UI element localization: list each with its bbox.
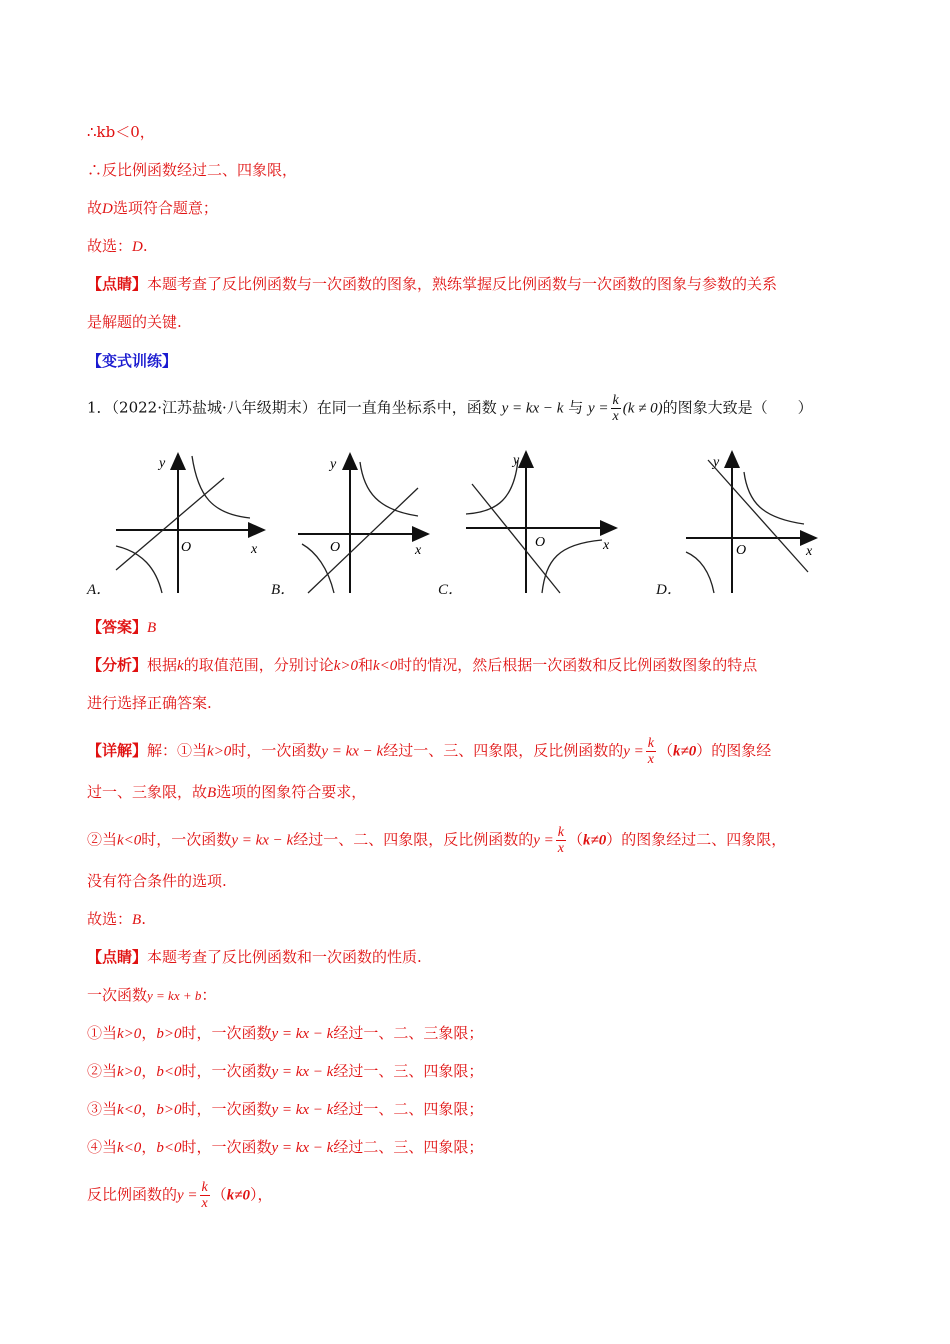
origin-label: O (330, 540, 341, 555)
option-b-label[interactable]: B． (271, 582, 296, 598)
option-c-label[interactable]: C． (438, 582, 464, 598)
detail-line-1: 【详解】解：①当k>0时，一次函数y = kx − k经过一、三、四象限，反比例函数的y = $\frac{k}{x}$ （k≠0）的图象经 (87, 736, 772, 767)
answer-line: 【答案】B (87, 618, 157, 636)
y-label: y (330, 457, 337, 472)
case-2: ②当k>0，b<0时，一次函数y = kx − k经过一、三、四象限； (87, 1062, 484, 1080)
hyperbola-branch (542, 540, 602, 593)
x-label: x (603, 538, 610, 553)
origin-label: O (736, 543, 747, 558)
dianjing-1: 【点睛】本题考查了反比例函数与一次函数的图象，熟练掌握反比例函数与一次函数的图象与参数的关系 (87, 275, 778, 293)
graph-option-d[interactable] (682, 448, 822, 598)
case-3: ③当k<0，b>0时，一次函数y = kx − k经过一、二、四象限； (87, 1100, 484, 1118)
variant-training-title: 【变式训练】 (87, 352, 178, 370)
x-label: x (251, 542, 258, 557)
dianjing-1-cont: 是解题的关键. (87, 313, 182, 331)
fraction-k-over-x: $\frac{k}{x}$ (557, 825, 564, 856)
hyperbola-branch (744, 472, 804, 524)
detail-line-3: ②当k<0时，一次函数y = kx − k经过一、二、四象限，反比例函数的y = $\frac{k}{x}$ （k≠0）的图象经过二、四象限， (87, 825, 787, 856)
fraction-k-over-x: $\frac{k}{x}$ (612, 393, 619, 424)
hyperbola-branch (360, 462, 418, 516)
y-label: y (159, 456, 166, 471)
analysis-line: 【分析】根据k的取值范围，分别讨论k>0和k<0时的情况，然后根据一次函数和反比例函数图象的特点 (87, 656, 758, 674)
x-label: x (415, 543, 422, 558)
inverse-quadrant-line: ∴反比例函数经过二、四象限， (87, 161, 298, 179)
fraction-k-over-x: $\frac{k}{x}$ (201, 1180, 208, 1211)
summary-title: 【点睛】本题考查了反比例函数和一次函数的性质. (87, 948, 422, 966)
x-label: x (806, 544, 813, 559)
option-d-label[interactable]: D． (656, 582, 682, 598)
y-label: y (513, 453, 520, 468)
case-4: ④当k<0，b<0时，一次函数y = kx − k经过二、三、四象限； (87, 1138, 484, 1156)
linear-function-line: 一次函数y = kx + b： (87, 986, 217, 1004)
detail-line-2: 过一、三象限，故B选项的图象符合要求， (87, 783, 367, 801)
case-1: ①当k>0，b>0时，一次函数y = kx − k经过一、二、三象限； (87, 1024, 484, 1042)
analysis-line-cont: 进行选择正确答案. (87, 694, 212, 712)
detail-line-4: 没有符合条件的选项. (87, 872, 227, 890)
origin-label: O (181, 540, 192, 555)
graph-option-b[interactable] (294, 448, 434, 598)
hyperbola-branch (686, 552, 714, 593)
option-a-label[interactable]: A． (87, 582, 112, 598)
hyperbola-branch (116, 546, 162, 593)
line-graph (708, 460, 808, 572)
option-d-conclusion: 故D选项符合题意； (87, 199, 218, 217)
graph-option-c[interactable] (462, 448, 622, 598)
line-graph (116, 478, 224, 570)
origin-label: O (535, 535, 546, 550)
detail-choose-b: 故选：B. (87, 910, 146, 928)
choose-d-line: 故选：D. (87, 237, 148, 255)
kb-negative-line: ∴kb＜0， (87, 123, 155, 141)
fraction-k-over-x: $\frac{k}{x}$ (647, 736, 654, 767)
hyperbola-branch (192, 456, 250, 518)
graph-option-a[interactable] (112, 448, 272, 598)
question-stem: 1．（2022·江苏盐城·八年级期末）在同一直角坐标系中，函数 y = kx − k 与 y = $\frac{k}{x}$ (k ≠ 0)的图象大致是（ ） (87, 393, 813, 424)
y-label: y (713, 455, 720, 470)
line-graph (472, 484, 560, 593)
line-graph (308, 488, 418, 593)
inverse-function-line: 反比例函数的y = $\frac{k}{x}$ （k≠0）， (87, 1180, 273, 1211)
